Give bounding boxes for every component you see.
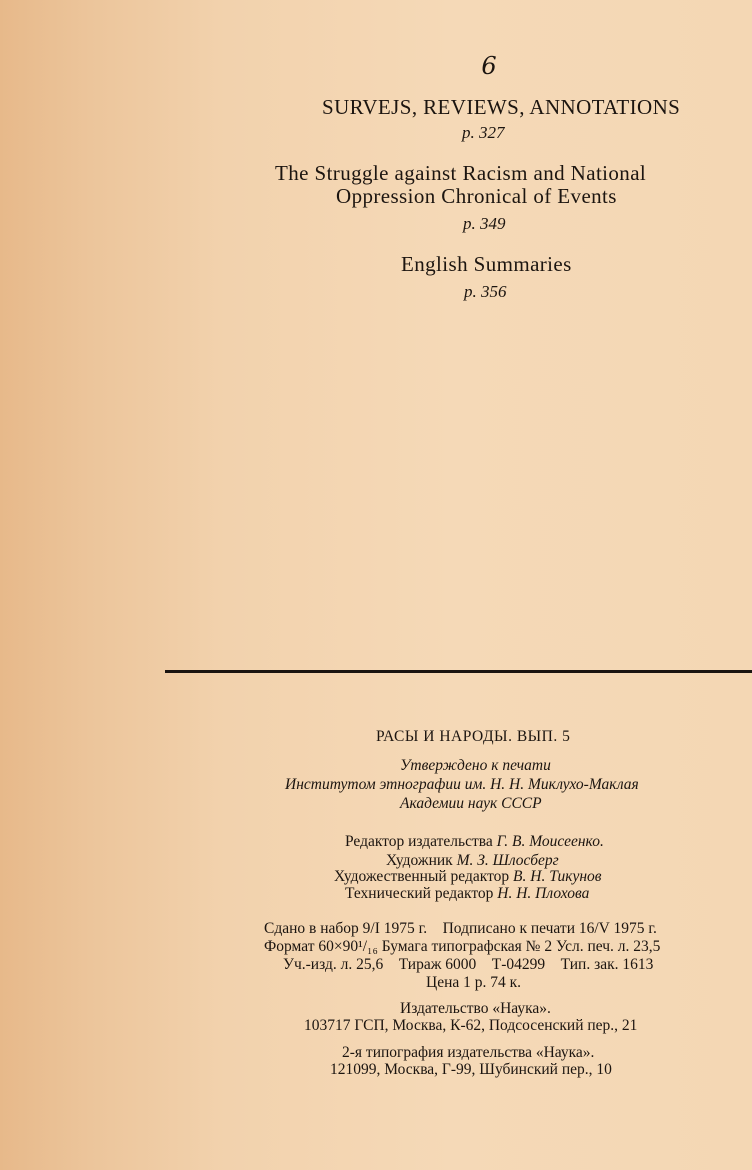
editor-name: Г. В. Моисеенко. (496, 833, 604, 850)
approved-line-2: Институтом этнографии им. Н. Н. Миклухо-Маклая (285, 776, 639, 793)
toc-struggle-title-1: The Struggle against Racism and National (275, 161, 647, 185)
publisher-address: 103717 ГСП, Москва, К-62, Подсосенский пер., 21 (304, 1017, 638, 1034)
print-info-2: Формат 60×90¹/₁₆ Бумага типографская № 2 Усл. печ. л. 23,5 (264, 938, 661, 955)
approved-line-1: Утверждено к печати (400, 757, 551, 774)
editor-name: В. Н. Тикунов (513, 868, 602, 885)
publisher-name: Издательство «Наука». (400, 1000, 551, 1017)
editor-name: Н. Н. Плохова (497, 885, 590, 902)
editor-role: Художник (386, 852, 453, 869)
editor-role: Художественный редактор (334, 868, 510, 885)
editor-line-technical (345, 885, 589, 903)
toc-surveys-title: SURVEJS, REVIEWS, ANNOTATIONS (322, 95, 681, 119)
editor-role: Редактор издательства (345, 833, 493, 850)
approved-line-3: Академии наук СССР (400, 795, 542, 812)
horizontal-rule (165, 670, 752, 673)
book-title: РАСЫ И НАРОДЫ. ВЫП. 5 (376, 728, 571, 745)
toc-summaries-page: p. 356 (464, 282, 507, 301)
printer-address: 121099, Москва, Г-99, Шубинский пер., 10 (330, 1061, 612, 1078)
toc-struggle-title-2: Oppression Chronical of Events (336, 184, 617, 208)
printer-name: 2-я типография издательства «Наука». (342, 1044, 595, 1061)
print-info-1: Сдано в набор 9/I 1975 г. Подписано к печати 16/V 1975 г. (264, 920, 657, 937)
editor-role: Технический редактор (345, 885, 494, 902)
toc-surveys-page: p. 327 (462, 123, 505, 142)
toc-struggle-page: p. 349 (463, 214, 506, 233)
print-info-3: Уч.-изд. л. 25,6 Тираж 6000 Т-04299 Тип. зак. 1613 (283, 956, 654, 973)
editor-line-publishing (345, 833, 604, 851)
editor-name: М. З. Шлосберг (456, 852, 559, 869)
toc-summaries-title: English Summaries (401, 252, 572, 276)
editor-line-art (334, 868, 602, 886)
page-number: 6 (481, 52, 497, 80)
price: Цена 1 р. 74 к. (426, 974, 522, 991)
